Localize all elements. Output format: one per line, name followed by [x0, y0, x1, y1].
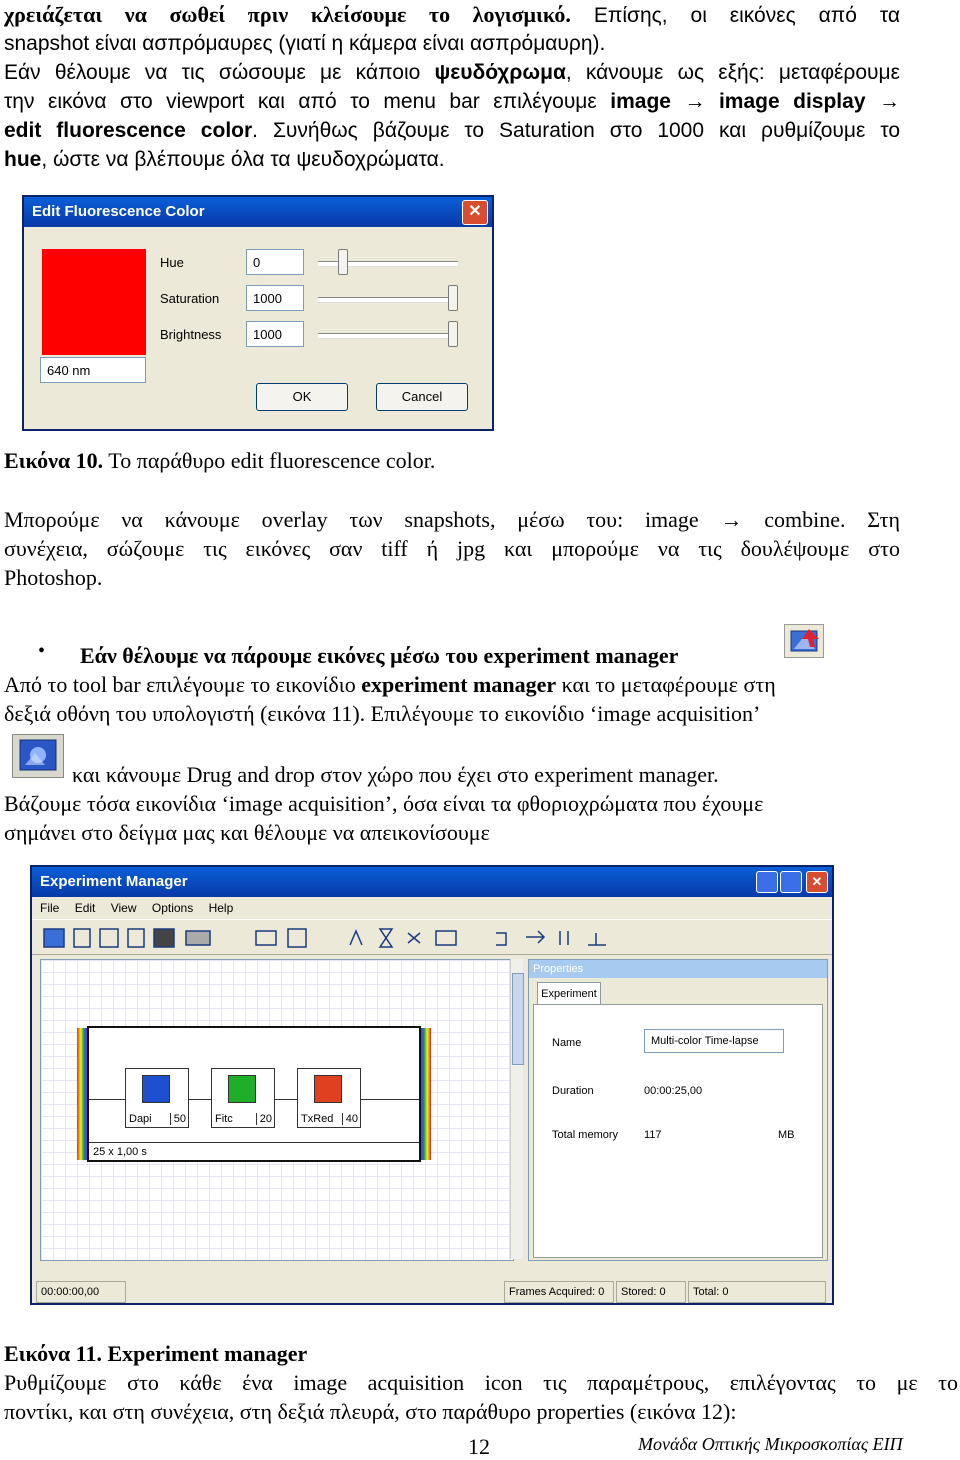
saturation-input[interactable]: 1000 [246, 285, 304, 311]
scrollbar-thumb[interactable] [512, 973, 524, 1065]
dapi-icon [142, 1075, 170, 1103]
node-label: Fitc [215, 1113, 233, 1125]
menu-edit[interactable]: Edit [74, 901, 96, 915]
wavelength-field[interactable]: 640 nm [40, 357, 146, 383]
loop-right-bar [421, 1028, 431, 1160]
para1-line4: την εικόνα στο viewport και από το menu bar επιλέγουμε image → image display → [4, 90, 900, 113]
para4-line2: ποντίκι, και στη συνέχεια, στη δεξιά πλευρά, στο παράθυρο properties (εικόνα 12): [4, 1399, 737, 1424]
para2-line2: συνέχεια, σώζουμε τις εικόνες σαν tiff ή jpg και μπορούμε να τις δουλέψουμε στο [4, 536, 900, 561]
experiment-manager-icon [784, 624, 824, 658]
para1-line2: snapshot είναι ασπρόμαυρες (γιατί η κάμερα είναι ασπρόμαυρη). [4, 32, 606, 55]
experiment-canvas[interactable] [40, 959, 514, 1261]
cancel-button[interactable]: Cancel [376, 383, 468, 411]
em-menubar [32, 897, 832, 919]
dialog-titlebar [24, 197, 492, 227]
hue-input[interactable]: 0 [246, 249, 304, 275]
properties-header: Properties [529, 960, 827, 978]
para3-line4: Βάζουμε τόσα εικονίδια ‘image acquisition’, όσα είναι τα φθοριοχρώματα που έχουμε [4, 791, 764, 816]
total-memory-label: Total memory [552, 1129, 619, 1141]
para2-line3: Photoshop. [4, 565, 103, 590]
brightness-slider-track[interactable] [318, 333, 458, 339]
page-number: 12 [468, 1434, 490, 1459]
status-frames: Frames Acquired: 0 [504, 1281, 614, 1303]
loop-count: 25 x 1,00 s [89, 1142, 419, 1160]
menu-help[interactable]: Help [208, 901, 234, 915]
canvas-scrollbar[interactable] [510, 959, 523, 1259]
maximize-button[interactable] [780, 871, 802, 893]
para1-line5: edit fluorescence color. Συνήθως βάζουμε το Saturation στο 1000 και ρυθμίζουμε το [4, 119, 900, 142]
node-value: 20 [256, 1113, 272, 1125]
properties-panel [528, 959, 828, 1261]
edit-fluorescence-dialog [22, 195, 494, 431]
status-stored: Stored: 0 [616, 1281, 686, 1303]
acquisition-node-dapi[interactable] [125, 1068, 189, 1128]
loop-block[interactable] [87, 1026, 421, 1162]
close-button[interactable]: ✕ [806, 871, 828, 893]
figure10-caption: Εικόνα 10. Το παράθυρο edit fluorescence color. [4, 448, 436, 473]
para3-line3: και κάνουμε Drug and drop στον χώρο που έχει στο experiment manager. [72, 762, 719, 787]
para1-line6: hue, ώστε να βλέπουμε όλα τα ψευδοχρώματα. [4, 148, 445, 171]
ok-button[interactable]: OK [256, 383, 348, 411]
status-time: 00:00:00,00 [36, 1281, 126, 1303]
node-value: 40 [342, 1113, 358, 1125]
saturation-label: Saturation [160, 291, 220, 306]
menu-view[interactable]: View [110, 901, 137, 915]
tab-experiment[interactable]: Experiment [537, 982, 601, 1005]
node-label: Dapi [129, 1113, 152, 1125]
dialog-title: Edit Fluorescence Color [32, 203, 205, 220]
experiment-tab-content [533, 1004, 823, 1258]
node-label: TxRed [301, 1113, 334, 1125]
name-field[interactable]: Multi-color Time-lapse [644, 1029, 784, 1053]
saturation-slider-thumb[interactable] [448, 285, 458, 311]
fitc-icon [228, 1075, 256, 1103]
node-value: 50 [170, 1113, 186, 1125]
status-total: Total: 0 [688, 1281, 826, 1303]
acquisition-node-fitc[interactable] [211, 1068, 275, 1128]
menu-options[interactable]: Options [151, 901, 194, 915]
em-toolbar [32, 919, 832, 955]
footer-unit: Μονάδα Οπτικής Μικροσκοπίας ΕΙΠ [638, 1434, 903, 1454]
brightness-label: Brightness [160, 327, 222, 342]
duration-label: Duration [552, 1085, 594, 1097]
loop-left-bar [77, 1028, 87, 1160]
para3-line5: σημάνει στο δείγμα μας και θέλουμε να απεικονίσουμε [4, 820, 490, 845]
hue-slider-thumb[interactable] [338, 249, 348, 275]
para3-line1: Από το tool bar επιλέγουμε το εικονίδιο experiment manager και το μεταφέρουμε στη [4, 672, 776, 697]
experiment-manager-window [30, 865, 834, 1305]
duration-value: 00:00:25,00 [644, 1085, 703, 1097]
minimize-button[interactable] [756, 871, 778, 893]
total-memory-unit: MB [778, 1129, 795, 1141]
para3-line2: δεξιά οθόνη του υπολογιστή (εικόνα 11). Επιλέγουμε το εικονίδιο ‘image acquisition’ [4, 701, 761, 726]
menu-file[interactable]: File [40, 901, 60, 915]
brightness-slider-thumb[interactable] [448, 321, 458, 347]
bullet-heading: Εάν θέλουμε να πάρουμε εικόνες μέσω του experiment manager [80, 643, 679, 668]
em-titlebar [32, 867, 832, 897]
total-memory-value: 117 [644, 1129, 662, 1141]
image-acquisition-icon [12, 734, 64, 778]
txred-icon [314, 1075, 342, 1103]
brightness-input[interactable]: 1000 [246, 321, 304, 347]
hue-label: Hue [160, 255, 184, 270]
saturation-slider-track[interactable] [318, 297, 458, 303]
color-swatch [42, 249, 146, 355]
acquisition-node-txred[interactable] [297, 1068, 361, 1128]
para2-line1: Μπορούμε να κάνουμε overlay των snapshots, μέσω του: image → combine. Στη [4, 507, 900, 532]
para1-line3: Εάν θέλουμε να τις σώσουμε με κάποιο ψευδόχρωμα, κάνουμε ως εξής: μεταφέρουμε [4, 61, 900, 84]
para1-line1: χρειάζεται να σωθεί πριν κλείσουμε το λογισμικό. Επίσης, οι εικόνες από τα [4, 2, 901, 27]
em-title: Experiment Manager [40, 873, 188, 890]
name-label: Name [552, 1037, 582, 1049]
close-button[interactable]: ✕ [462, 200, 488, 225]
bullet-dot: • [38, 640, 46, 662]
figure11-caption: Εικόνα 11. Experiment manager [4, 1341, 308, 1366]
para4-line1: Ρυθμίζουμε στο κάθε ένα image acquisition icon τις παραμέτρους, επιλέγοντας το με το [4, 1370, 958, 1395]
status-bar [36, 1281, 828, 1301]
